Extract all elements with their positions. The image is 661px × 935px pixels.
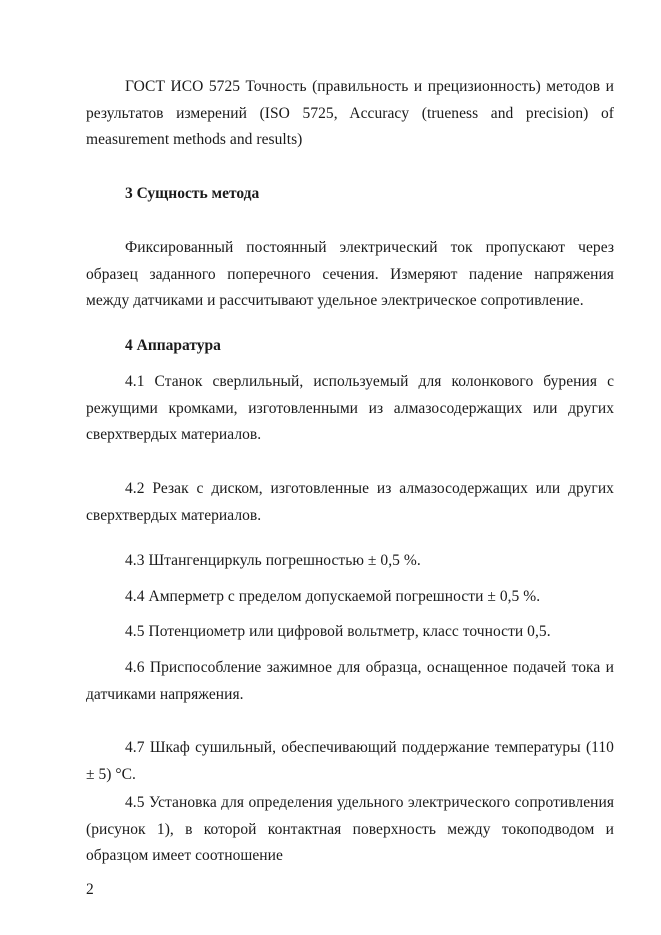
item-4-5b-paragraph: 4.5 Установка для определения удельного электрического сопротивления (рисунок 1), в которой контактная поверхность между токоподводом и образцом имеет соотношение xyxy=(86,794,614,864)
item-4-4-paragraph: 4.4 Амперметр с пределом допускаемой погрешности ± 0,5 %. xyxy=(125,588,541,605)
item-4-5-paragraph: 4.5 Потенциометр или цифровой вольтметр, класс точности 0,5. xyxy=(125,623,551,640)
section-3-paragraph: Фиксированный постоянный электрический ток пропускают через образец заданного поперечного сечения. Измеряют падение напряжения между датчиками и рассчитывают удельное электрическое сопротивление. xyxy=(86,239,614,309)
item-4-1-paragraph: 4.1 Станок сверлильный, используемый для колонкового бурения с режущими кромками, изготовленными из алмазосодержащих или других сверхтвердых материалов. xyxy=(86,373,614,443)
gost-reference-paragraph: ГОСТ ИСО 5725 Точность (правильность и прецизионность) методов и результатов измерений (ISO 5725, Accuracy (trueness and precision) of measurement methods and results) xyxy=(86,78,614,148)
section-3-heading: 3 Сущность метода xyxy=(125,185,260,202)
item-4-7-paragraph: 4.7 Шкаф сушильный, обеспечивающий поддержание температуры (110 ± 5) °С. xyxy=(86,739,614,783)
page-number: 2 xyxy=(86,881,94,898)
item-4-3-paragraph: 4.3 Штангенциркуль погрешностью ± 0,5 %. xyxy=(125,552,421,569)
item-4-2-paragraph: 4.2 Резак с диском, изготовленные из алмазосодержащих или других сверхтвердых материалов. xyxy=(86,480,614,524)
item-4-6-paragraph: 4.6 Приспособление зажимное для образца, оснащенное подачей тока и датчиками напряжения. xyxy=(86,659,614,703)
section-4-heading: 4 Аппаратура xyxy=(125,337,221,354)
